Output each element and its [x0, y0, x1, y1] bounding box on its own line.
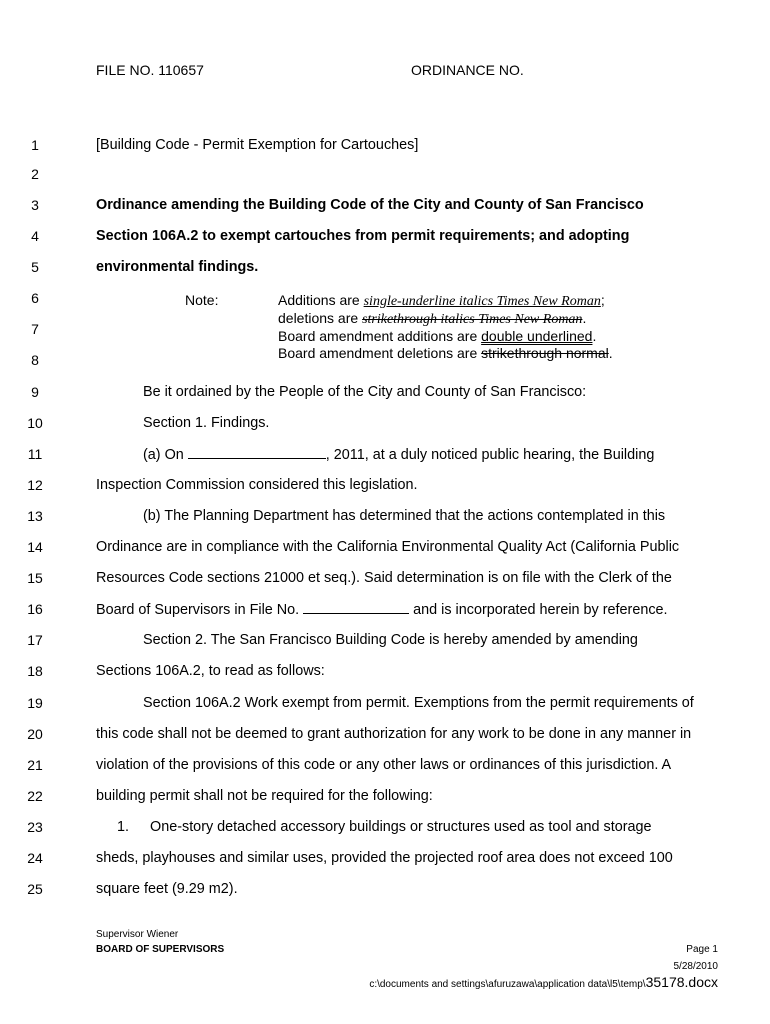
- line-number: 19: [27, 695, 43, 711]
- note-text: .: [582, 310, 587, 326]
- paragraph-a: [143, 446, 654, 463]
- body-line: Ordinance are in compliance with the California Environmental Quality Act (California Public: [96, 539, 680, 555]
- note-text: Board amendment deletions are: [278, 345, 482, 361]
- body-line: building permit shall not be required for the following:: [96, 788, 433, 804]
- line-number: 20: [27, 726, 43, 742]
- body-line: sheds, playhouses and similar uses, provided the projected roof area does not exceed 100: [96, 850, 673, 866]
- line-number: 25: [27, 881, 43, 897]
- note-board-deletions: [278, 345, 613, 362]
- list-item-number: 1.: [117, 819, 130, 835]
- line-number: 12: [27, 477, 43, 493]
- date-blank: [188, 446, 326, 459]
- file-number-blank: [303, 601, 409, 614]
- summary-line: Section 106A.2 to exempt cartouches from permit requirements; and adopting: [96, 228, 630, 244]
- line-number: 16: [27, 601, 43, 617]
- footer-page-number: Page 1: [686, 944, 718, 955]
- line-number: 17: [27, 632, 43, 648]
- line-number: 24: [27, 850, 43, 866]
- note-text: deletions are: [278, 310, 363, 326]
- paragraph-text: (a) On: [143, 447, 188, 463]
- body-line: violation of the provisions of this code or any other laws or ordinances of this jurisdiction. A: [96, 757, 672, 773]
- line-number: 23: [27, 819, 43, 835]
- note-additions: [278, 292, 613, 310]
- line-number: 21: [27, 757, 43, 773]
- board-additions-example: double underlined: [481, 328, 593, 344]
- line-number: 18: [27, 663, 43, 679]
- line-number: 22: [27, 788, 43, 804]
- note-text: Board amendment additions are: [278, 328, 482, 344]
- line-number: 2: [31, 166, 39, 182]
- line-number: 13: [27, 508, 43, 524]
- note-text: .: [592, 328, 597, 344]
- footer-date: 5/28/2010: [673, 961, 718, 972]
- body-line: [96, 601, 668, 618]
- file-name: 35178.docx: [645, 974, 718, 990]
- line-number: 1: [31, 137, 39, 153]
- line-number: 8: [31, 352, 39, 368]
- line-number: 10: [27, 415, 43, 431]
- section-2-heading: Section 2. The San Francisco Building Code is hereby amended by amending: [143, 632, 638, 648]
- paragraph-text: and is incorporated herein by reference.: [409, 602, 668, 618]
- section-1-heading: Section 1. Findings.: [143, 415, 270, 431]
- file-number: FILE NO. 110657: [96, 62, 204, 78]
- line-number: 11: [27, 446, 43, 462]
- paragraph-b: (b) The Planning Department has determined that the actions contemplated in this: [143, 508, 666, 524]
- footer-board: BOARD OF SUPERVISORS: [96, 944, 225, 955]
- body-line: Sections 106A.2, to read as follows:: [96, 663, 325, 679]
- body-line: square feet (9.29 m2).: [96, 881, 238, 897]
- note-board-additions: [278, 328, 613, 345]
- enacting-clause: Be it ordained by the People of the City and County of San Francisco:: [143, 384, 587, 400]
- note-label: Note:: [185, 292, 219, 308]
- footer-file-path: [369, 974, 718, 990]
- summary-line: environmental findings.: [96, 259, 259, 275]
- note-text: ;: [600, 292, 605, 308]
- line-number: 6: [31, 290, 39, 306]
- line-number: 7: [31, 321, 39, 337]
- additions-example: single-underline italics Times New Roman: [363, 294, 601, 309]
- note-deletions: [278, 310, 613, 328]
- summary-line: Ordinance amending the Building Code of the City and County of San Francisco: [96, 197, 644, 213]
- body-line: this code shall not be deemed to grant authorization for any work to be done in any manner in: [96, 726, 692, 742]
- section-106a2-heading: Section 106A.2 Work exempt from permit. Exemptions from the permit requirements of: [143, 695, 694, 711]
- line-number: 3: [31, 197, 39, 213]
- ordinance-title: [Building Code - Permit Exemption for Cartouches]: [96, 137, 419, 153]
- list-item-text: One-story detached accessory buildings or structures used as tool and storage: [150, 819, 652, 835]
- deletions-example: strikethrough italics Times New Roman: [362, 312, 583, 327]
- ordinance-number: ORDINANCE NO.: [411, 62, 524, 78]
- note-text: .: [608, 345, 613, 361]
- file-path-text: c:\documents and settings\afuruzawa\application data\l5\temp\: [369, 979, 646, 990]
- formatting-note: [278, 292, 613, 362]
- line-number: 5: [31, 259, 39, 275]
- line-number: 4: [31, 228, 39, 244]
- paragraph-text: Board of Supervisors in File No.: [96, 602, 304, 618]
- board-deletions-example: strikethrough normal: [481, 345, 609, 361]
- line-number: 14: [27, 539, 43, 555]
- paragraph-text: , 2011, at a duly noticed public hearing, the Building: [325, 447, 655, 463]
- note-text: Additions are: [278, 292, 364, 308]
- line-number: 9: [31, 384, 39, 400]
- body-line: Inspection Commission considered this legislation.: [96, 477, 418, 493]
- body-line: Resources Code sections 21000 et seq.). Said determination is on file with the Clerk of the: [96, 570, 672, 586]
- footer-sponsor: Supervisor Wiener: [96, 929, 179, 940]
- line-number: 15: [27, 570, 43, 586]
